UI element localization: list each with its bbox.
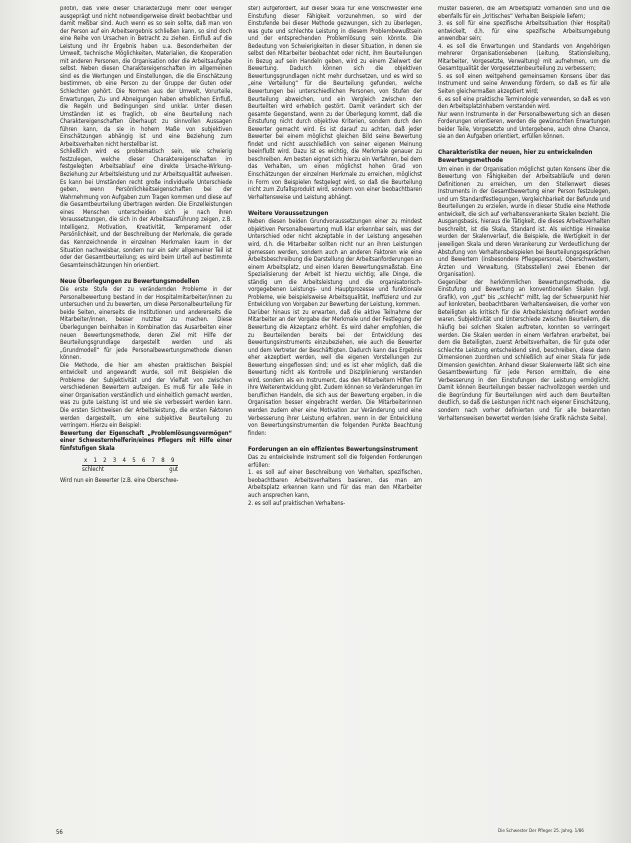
scale-step: 6 xyxy=(141,457,147,465)
scale-step: 9 xyxy=(170,457,176,465)
scale-step: 4 xyxy=(122,457,128,465)
paragraph: Schließlich wird es problematisch sein, wie schwierig festzulegen, welche dieser Charaktereigenschaften im festgelegten Arbeitsablauf eine direkte Ursache-Wirkung-Beziehung zur Arbeitsleistung und zur Arbeitsqualität aufweisen. Es kann bei Umständen recht große individuelle Unterschiede geben, wenn Persönlichkeitseigenschaften bei der Wahrnehmung von Aufgaben zum Tragen kommen und diese auf die Gesamtbeurteilung übertragen werden. Die Einzelleistungen eines Menschen unterscheiden sich je nach ihren Voraussetzungen, die sich in der Arbeitsausführung zeigen, z.B. Intelligenz, Motivation, Kreativität, Temperament oder Persönlichkeit, und der Beschreibung der Merkmale, die gerade das Kennzeichnende in einzelnen Merkmalen kaum in der Situation nachweisbar, sondern nur ein sehr allgemeiner Teil ist oder der Gesamtbeurteilung; es wird beim Urteil auf bestimmte Gesamteinschätzungen hin orientiert. xyxy=(60,149,232,269)
section-heading: Weitere Voraussetzungen xyxy=(248,209,329,217)
section-heading: Forderungen an ein effizientes Bewertungsinstrument xyxy=(248,445,418,453)
paragraph: Die Methode, die hier am ehesten praktischen Beispiel entwickelt und angewandt wurde, soll mit Beispielen die Probleme der Subjektivität und der Vielfalt von zwischen verschiedenen Bewertern aufzeigen. Es muß für alle Teile in einer Organisation verständlich und einheitlich gemacht werden, was zu gute Leistung ist und wie sie verbessert werden kann. Die ersten Sichtweisen der Arbeitsleistung, die ersten Faktoren werden dargestellt, um eine subjektive Beurteilung zu verringern. Hierzu ein Beispiel: xyxy=(60,362,232,430)
scale-high-label: gut xyxy=(169,466,178,473)
rating-scale-ends xyxy=(82,465,178,475)
example-heading: Bewertung der Eigenschaft „Problemlösungsvermögen“ einer Schwesternhelferin/eines Pflegers mit Hilfe einer fünfstufigen Skala xyxy=(60,430,232,452)
paragraph: pilotin, daß viele dieser Charakterzüge mehr oder weniger ausgeprägt und nicht notwendigerweise direkt beobachtbar und damit meßbar sind. Auch wenn es so sein sollte, daß man von der Person auf ein Arbeitsergebnis schließen kann, so sind doch eine Reihe von Ursachen in Betracht zu ziehen. Einfluß auf die Leistung und ihr Ergebnis haben u.a. Besonderheiten der Umwelt, technische Möglichkeiten, Materialien, die Kooperation mit anderen Personen, die Organisation oder die Arbeitsaufgabe selbst. Neben diesen Charaktereigenschaften im allgemeinen sind es die Wertungen und Einstellungen, die die Einschätzung bestimmen, ob eine Person zu der Gruppe der Guten oder Schlechten gehört. Die Normen aus der Umwelt, Vorurteile, Erwartungen, Zu- und Abneigungen haben erheblichen Einfluß, die Regeln und Bedingungen sind unklar. Unter diesen Umständen ist es fraglich, ob eine Beurteilung nach Charaktereigenschaften überhaupt zu sinnvollen Aussagen führen kann, da sie in hohem Maße von subjektiven Einschätzungen abhängig ist und eine Beziehung zum Arbeitsverhalten nicht herstellbar ist. xyxy=(60,6,232,148)
text-column-left xyxy=(60,6,232,824)
text-column-middle xyxy=(248,6,422,824)
list-item: 2. es soll auf praktischen Verhaltens- xyxy=(248,500,346,507)
list-item: 3. es soll für eine spezifische Arbeitssituation (hier Hospital) entwickelt, d.h. für eine spezifische Arbeitsumgebung anwendbar sein; xyxy=(438,21,610,43)
list-item: 6. es soll eine praktische Terminologie verwenden, so daß es von den Arbeitsplatzinhabern verstanden wird. xyxy=(438,96,610,111)
running-footer: Die Schwester Der Pfleger 25. Jahrg. 1/86 xyxy=(498,829,584,834)
scale-step: 3 xyxy=(112,457,118,465)
paragraph: Wird nun ein Bewerter (z.B. eine Oberschwe- xyxy=(60,478,179,485)
paragraph: Nur wenn Instrumente in der Personalbewertung sich an diesen Forderungen orientieren, werden die gewünschten Erwartungen beider Teile, Vorgesetzte und Untergebene, auch ohne Chance, sie an den Aufgaben orientiert, erfüllen können. xyxy=(438,111,610,141)
list-item: 1. es soll auf einer Beschreibung von Verhalten, spezifischen, beobachtbaren Arbeitsverhaltens basieren, das man am Arbeitsplatz erkennen kann und für das man den Mitarbeiter auch ansprechen kann, xyxy=(248,470,422,499)
paragraph: Gegenüber der herkömmlichen Bewertungsmethode, die Einstufung und Bewertung an konventionellen Skalen (vgl. Grafik), von „gut“ bis „schlecht“ mißt, lag der Schwerpunkt hier auf konkreten, beobachtbaren Verhaltensweisen, die vorher von Beteiligten als kritisch für die Arbeitsleistung definiert worden waren. Subjektivität und Unterschiede zwischen Beurteilern, die häufig bei solchen Skalen auftreten, konnten so verringert werden. Die Skalen werden in einem Verfahren erarbeitet, bei dem die Beteiligten, zuerst Arbeitsverhalten, die für gute oder schlechte Leistung entscheidend sind, beschreiben, diese dann Dimensionen zuordnen und schließlich auf einer Skala für jede Dimension gewichten. Anhand dieser Skalenwerte läßt sich eine Gesamtbewertung für jede Person ermitteln, die eine Verbesserung in den Einstufungen der Leistung ermöglicht. Damit können Beurteilungen besser nachvollzogen werden und die Begründung für Beurteilungen wird auch dem Beurteilten deutlich, so daß die Leistungen nicht nach eigener Einschätzung, sondern nach vorher definierten und für alle bekannten Verhaltensweisen bewertet werden (siehe Grafik nächste Seite). xyxy=(438,279,610,422)
scale-step: 2 xyxy=(103,457,109,465)
paragraph: Die erste Stufe der zu verändernden Probleme in der Personalbewertung bestand in der Hospitalmitarbeiter/innen zu untersuchen und zu bewerten, um diese Personalbeurteilung für beide Seiten, einerseits die Institutionen und andererseits die Mitarbeiter/innen, besser nutzbar zu machen. Diese Überlegungen beinhalten in Kombination das Ausarbeiten einer neuen Bewertungsmethode, deren Ziel mit Hilfe der Beurteilungsgrundlage dargestellt werden und als „Grundmodell“ für jede Personalbewertungsmethode dienen können. xyxy=(60,287,232,362)
scale-step: 5 xyxy=(132,457,138,465)
paragraph: Darüber hinaus ist zu erwarten, daß die aktive Teilnahme der Mitarbeiter an der Vorgabe der Merkmale und der Festlegung der Bewertung die Akzeptanz erhöht. Es wird daher empfohlen, die zu Beurteilenden bereits bei der Entwicklung des Bewertungsinstruments einzubeziehen, wie auch die Bewerter und dem Vertreter der Beschäftigten. Dadurch kann das Ergebnis eher akzeptiert werden, weil die eigenen Vorstellungen zur Bewertung eingeflossen sind; und es ist eher möglich, daß die Bewertung nicht als Kontrolle und Disziplinierung verstanden wird, sondern als ein Instrument, das den Mitarbeitern Hilfen für ihre Weiterentwicklung gibt. Zudem können so Veränderungen im beruflichen Handeln, die sich aus der Bewertung ergeben, in die Organisation besser eingebracht werden. Die Mitarbeiterinnen werden zudem eher eine Motivation zur Veränderung und eine Verbesserung ihrer Leistung erfahren, wenn in der Entwicklung von Bewertungsinstrumenten die folgenden Punkte Beachtung finden: xyxy=(248,309,422,437)
section-heading: Charakteristika der neuen, hier zu entwickelnden Bewertungsmethode xyxy=(438,149,593,164)
page-number: 56 xyxy=(56,829,63,836)
rating-scale xyxy=(84,457,176,465)
list-item: 5. es soll einen weitgehend gemeinsamen Konsens über das Instrument und seine Anwendung fördern, so daß es für alle Seiten gleichermaßen akzeptiert wird; xyxy=(438,73,610,96)
list-item: 4. es soll die Erwartungen und Standards von Angehörigen mehrerer Organisationsebenen (Leitung, Stationsleitung, Mitarbeiter, Vorgesetzte, Verwaltung) mit aufnehmen, um die Gesamtqualität der Vorgesetztenbeurteilung zu verbessern; xyxy=(438,43,610,73)
scale-step: x xyxy=(84,457,89,465)
section-heading: Neue Überlegungen zu Bewertungsmodellen xyxy=(60,277,200,285)
paragraph: muster basieren, die am Arbeitsplatz vorhanden sind und die ebenfalls für ein „kritisches“ Verhalten Beispiele liefern; xyxy=(438,6,610,20)
scale-step: 7 xyxy=(151,457,157,465)
scale-step: 1 xyxy=(93,457,99,465)
paragraph: Neben diesen beiden Grundvoraussetzungen einer zu mindest objektiven Personalbewertung muß klar erkennbar sein, was der Unterschied oder nicht akzeptable in der Leistung angesehen wird, d.h. die Mitarbeiter sollten nicht nur an ihren Leistungen gemessen werden, sondern auch an anderen Faktoren wie eine Arbeitsbeschreibung die Darstellung der Arbeitsanforderungen an einem Arbeitsplatz, und einen klaren Bewertungsmaßstab. Eine Spezialisierung der Arbeit ist hierzu wichtig; alle Dinge, die ständig um die Arbeitsleistung und die organisatorisch-vorgegebenen Leistungs- und Hauptprozesse und funktionale Probleme, wie beispielsweise Arbeitsqualität, Ineffizienz und zur Entwicklung von Vorgaben zur Bewertung der Leistung, kommen. xyxy=(248,219,422,309)
paragraph: Um einen in der Organisation möglichst guten Konsens über die Bewertung von Fähigkeiten der Arbeitsabläufe und deren Definitionen zu erreichen, um den Stellenwert dieses Instruments in der Gesamtbewertung einer Person festzulegen, und um Standardfestlegungen, Vergleichbarkeit der Befunde und Beurteilungen zu erzielen, wurde in dieser Studie eine Methode entwickelt, die sich auf verhaltensverankerte Skalen bezieht. Die Ausgangsbasis, hieraus die Tätigkeit, die dieses Arbeitsverhalten beschreibt, ist die Skala, Standard ist. Als wichtige Hinweise wurden der Skalenverlauf, die Beispiele, die Wertigkeit in der jeweiligen Skala und deren Verankerung zur Verdeutlichung der Abstufung von Verhaltensbeispielen bei Beurteilungsgesprächen und Bewertern (insbesondere Pflegepersonal, Oberschwestern, Ärzten und Verwaltung, (Stabsstellen) zwei Ebenen der Organisation). xyxy=(438,166,610,279)
paragraph: ster) aufgefordert, auf dieser Skala für eine Vollschwester eine Einstufung dieser Fähigkeit vorzunehmen, so wird der Einstufende bei dieser Methode gezwungen, sich zu überlegen, was gute und schlechte Leistung in diesem Problembewußtsein und der entsprechenden Problemlösung sein könnte. Die Bedeutung von Schwierigkeiten in dieser Situation, in denen sie selbst den Mitarbeiter beobachtet oder nicht, ihm Beurteilungen in Bezug auf sein Handeln geben, wird zu einem Zielwert der Bewertung. Dadurch können sich die objektiven Bewertungsgrundlagen nicht mehr durchsetzen, und es wird so „eine Verteilung“ für die Beurteilung gefunden, welche Bewertungen bei unterschiedlichen Personen, von Stufen der Beurteilung abweichen, und ein Vergleich zwischen den Beurteilten wird erheblich gestört. Damit verändert sich der gesamte Gegenstand, wenn zu der Überlegung kommt, daß die Einstufung nicht durch objektive Kriterien, sondern durch den Bewerter gemacht wird. Es ist darauf zu achten, daß jeder Bewerter bei einem möglichst gleichen Bild seine Bewertung findet und nicht ausschließlich von seiner eigenen Meinung beeinflußt wird. Dazu ist es wichtig, die Merkmale genauer zu beschreiben. Am besten eignet sich hierzu ein Verfahren, bei dem das Verhalten, um einen möglichst hohen Grad von Einschätzungen der einzelnen Merkmale zu erreichen, möglichst in Form von Beispielen festgelegt wird, so daß die Beurteilung nicht zum Zufallsprodukt wird, sondern von einer beobachtbaren Verhaltensweise und Leistung abhängt. xyxy=(248,6,422,201)
scale-step: 8 xyxy=(161,457,167,465)
scale-low-label: schlecht xyxy=(82,466,104,473)
paragraph: Das zu entwickelnde Instrument soll die folgenden Forderungen erfüllen: xyxy=(248,455,422,469)
text-column-right xyxy=(438,6,610,824)
